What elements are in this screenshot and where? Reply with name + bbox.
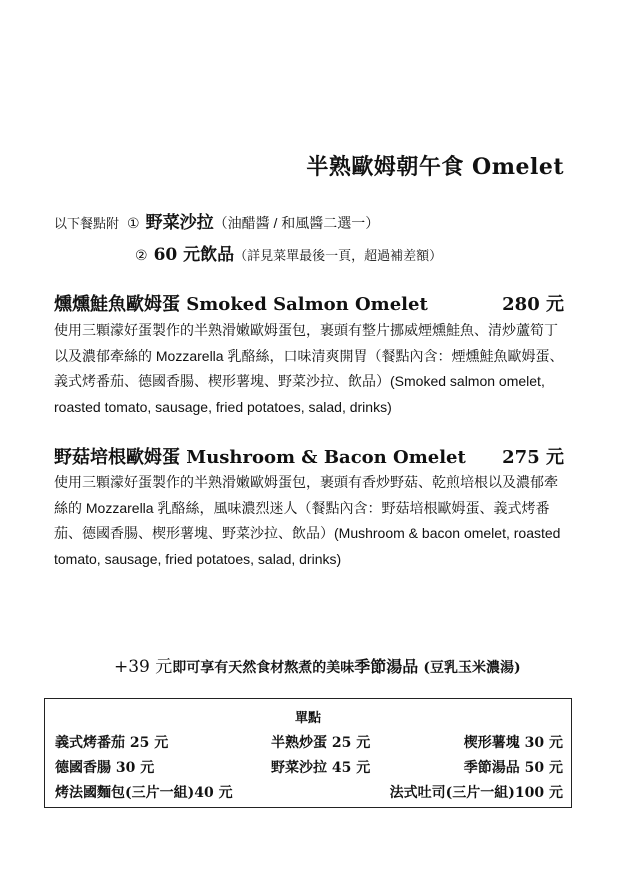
dish-price-salmon: 280 元 bbox=[502, 294, 564, 315]
a-la-carte-box bbox=[44, 698, 572, 808]
a-la-carte-row bbox=[55, 757, 563, 777]
a-la-carte-title: 單點 bbox=[294, 711, 321, 726]
included-salad-note: （油醋醬 / 和風醬二選一） bbox=[213, 215, 380, 231]
included-prefix: 以下餐點附 bbox=[54, 216, 120, 231]
a-la-carte-row bbox=[55, 732, 563, 752]
included-drink: 60 元飲品 bbox=[153, 245, 235, 265]
soup-offer-note: (豆乳玉米濃湯) bbox=[423, 660, 521, 676]
a-la-carte-row bbox=[55, 782, 563, 802]
soup-offer-text: 即可享有天然食材熬煮的美味 bbox=[172, 660, 355, 676]
a-la-carte-item: 楔形薯塊 30 元 bbox=[463, 735, 563, 751]
included-salad: 野菜沙拉 bbox=[145, 213, 214, 233]
dish-price-mushroom: 275 元 bbox=[502, 447, 564, 468]
dish-description-mushroom: 使用三顆濛好蛋製作的半熟滑嫩歐姆蛋包，裹頭有香炒野菇、乾煎培根以及濃郁牽絲的 Mozzarella 乳酪絲，風味濃烈迷人（餐點內含：野菇培根歐姆蛋、義式烤番茄、德國香腸、楔形薯塊、野菜沙拉、飲品）(Mushroom & bacon omelet, roasted tomato, sausage, fried potatoes, salad, drinks) bbox=[54, 474, 561, 567]
a-la-carte-item: 野菜沙拉 45 元 bbox=[271, 760, 371, 776]
a-la-carte-item: 烤法國麵包(三片一組)40 元 bbox=[55, 785, 233, 801]
dish-description-salmon: 使用三顆濛好蛋製作的半熟滑嫩歐姆蛋包，裹頭有整片挪威煙燻鮭魚、清炒蘆筍丁以及濃郁牽絲的 Mozzarella 乳酪絲，口味清爽開胃（餐點內含：煙燻鮭魚歐姆蛋、義式烤番茄、德國香腸、楔形薯塊、野菜沙拉、飲品）(Smoked salmon omelet, roasted tomato, sausage, fried potatoes, salad, drinks) bbox=[54, 322, 564, 415]
soup-offer bbox=[114, 652, 521, 677]
included-marker-2: ② bbox=[135, 247, 148, 263]
soup-offer-soup: 季節湯品 bbox=[354, 657, 419, 676]
a-la-carte-item: 半熟炒蛋 25 元 bbox=[271, 735, 371, 751]
menu-title: 半熟歐姆朝午食 Omelet bbox=[306, 154, 564, 180]
a-la-carte-item: 義式烤番茄 25 元 bbox=[55, 735, 169, 751]
soup-offer-price: +39 元 bbox=[114, 657, 173, 677]
a-la-carte-item: 法式吐司(三片一組)100 元 bbox=[389, 785, 563, 801]
dish-name-mushroom: 野菇培根歐姆蛋 Mushroom & Bacon Omelet bbox=[54, 447, 466, 468]
a-la-carte-item: 季節湯品 50 元 bbox=[463, 760, 563, 776]
included-item-2 bbox=[135, 240, 442, 265]
dish-name-salmon: 燻燻鮭魚歐姆蛋 Smoked Salmon Omelet bbox=[54, 294, 428, 315]
included-item-1 bbox=[54, 208, 379, 233]
a-la-carte-item: 德國香腸 30 元 bbox=[55, 760, 155, 776]
included-marker-1: ① bbox=[127, 215, 140, 231]
included-drink-note: （詳見菜單最後一頁，超過補差額） bbox=[234, 248, 443, 263]
